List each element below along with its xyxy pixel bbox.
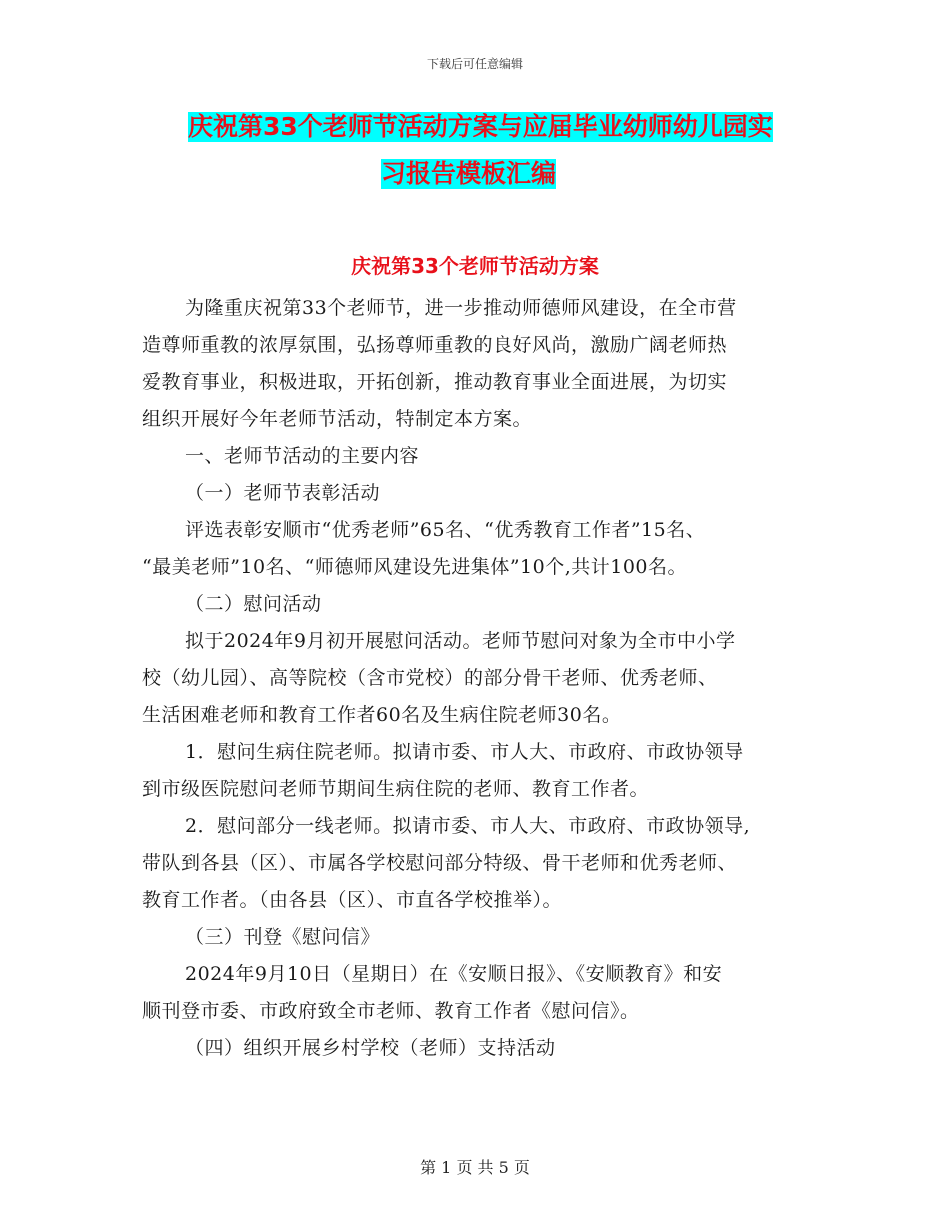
paragraph-line: 拟于2024年9月初开展慰问活动。老师节慰问对象为全市中小学 (185, 630, 736, 652)
paragraph-line: 顺刊登市委、市政府致全市老师、教育工作者《慰问信》。 (142, 1000, 640, 1022)
paragraph-line: 2．慰问部分一线老师。拟请市委、市人大、市政府、市政协领导, (185, 815, 751, 837)
paragraph-line: “最美老师”10名、“师德师风建设先进集体”10个,共计100名。 (142, 556, 688, 578)
paragraph-line: 2024年9月10日（星期日）在《安顺日报》、《安顺教育》和安 (185, 963, 723, 985)
paragraph-line: 生活困难老师和教育工作者60名及生病住院老师30名。 (142, 704, 622, 726)
paragraph-line: 组织开展好今年老师节活动，特制定本方案。 (142, 408, 533, 430)
paragraph-line: 造尊师重教的浓厚氛围，弘扬尊师重教的良好风尚，激励广阔老师热 (142, 334, 728, 356)
paragraph-line: 1．慰问生病住院老师。拟请市委、市人大、市政府、市政协领导 (185, 741, 744, 763)
paragraph-line: 到市级医院慰问老师节期间生病住院的老师、教育工作者。 (142, 778, 650, 800)
paragraph-line: 带队到各县（区）、市属各学校慰问部分特级、骨干老师和优秀老师、 (142, 852, 738, 874)
section-title: 庆祝第33个老师节活动方案 (351, 254, 599, 278)
subheading-line: （三）刊登《慰问信》 (185, 926, 381, 948)
heading-line: 一、老师节活动的主要内容 (185, 445, 420, 467)
document-title-line-1: 庆祝第33个老师节活动方案与应届毕业幼师幼儿园实 (188, 112, 773, 141)
body-text (142, 290, 812, 1067)
subheading-line: （一）老师节表彰活动 (185, 482, 381, 504)
paragraph-line: 校（幼儿园）、高等院校（含市党校）的部分骨干老师、优秀老师、 (142, 667, 718, 689)
paragraph-line: 教育工作者。（由各县（区）、市直各学校推举）。 (142, 889, 563, 911)
subheading-line: （二）慰问活动 (185, 593, 322, 615)
paragraph-line: 评选表彰安顺市“优秀老师”65名、“优秀教育工作者”15名、 (185, 519, 706, 541)
header-note: 下载后可任意编辑 (426, 57, 523, 71)
document-title-line-2: 习报告模板汇编 (381, 159, 557, 188)
subheading-line: （四）组织开展乡村学校（老师）支持活动 (185, 1037, 556, 1059)
paragraph-line: 为隆重庆祝第33个老师节，进一步推动师德师风建设，在全市营 (185, 297, 737, 319)
paragraph-line: 爱教育事业，积极进取，开拓创新，推动教育事业全面进展，为切实 (142, 371, 728, 393)
page-footer: 第 1 页 共 5 页 (420, 1158, 530, 1177)
